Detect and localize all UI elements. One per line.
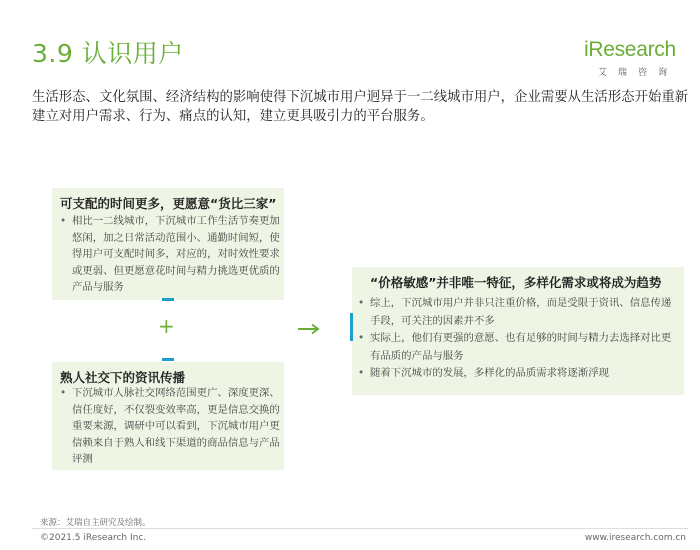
connector-tick-top xyxy=(162,298,174,301)
copyright: ©2021.5 iResearch Inc. xyxy=(40,533,147,543)
iresearch-logo xyxy=(584,38,688,84)
card-title: 熟人社交下的资讯传播 xyxy=(60,370,186,385)
list-item: • 综上，下沉城市用户并非只注重价格，而是受限于资讯、信息传递手段，可关注的因素并不多 xyxy=(356,295,678,330)
bullet-list xyxy=(58,385,280,468)
accent-bar xyxy=(350,313,353,341)
list-item: • 相比一二线城市，下沉城市工作生活节奏更加悠闲，加之日常活动范围小、通勤时间短，使得用户可支配时间多，对应的，对时效性要求或更弱、但更愿意花时间与精力挑选更优质的产品与服务 xyxy=(58,213,280,296)
plus-icon: + xyxy=(158,314,175,338)
intro-paragraph: 生活形态、文化氛围、经济结构的影响使得下沉城市用户迥异于一二线城市用户，企业需要从生活形态开始重新建立对用户需求、行为、痛点的认知，建立更具吸引力的平台服务。 xyxy=(32,90,689,124)
arrow-right-icon xyxy=(298,323,322,335)
connector-tick-bottom xyxy=(162,358,174,361)
card-acquaintance-social xyxy=(52,362,284,470)
list-item: • 下沉城市人脉社交网络范围更广、深度更深、信任度好，不仅裂变效率高，更是信息交换的重要来源，调研中可以看到，下沉城市用户更信赖来自于熟人和线下渠道的商品信息与产品评测 xyxy=(58,385,280,468)
list-item: • 随着下沉城市的发展，多样化的品质需求将逐渐浮现 xyxy=(356,365,678,383)
website-url: www.iresearch.com.cn xyxy=(584,533,686,543)
footer-divider xyxy=(32,528,688,529)
card-title: 可支配的时间更多，更愿意“货比三家” xyxy=(60,196,277,211)
card-price-sensitivity xyxy=(352,267,684,395)
logo-subtitle: 艾瑞咨询 xyxy=(598,68,679,78)
card-title: “价格敏感”并非唯一特征，多样化需求或将成为趋势 xyxy=(370,275,662,290)
bullet-list xyxy=(58,213,280,296)
source-note: 来源：艾瑞自主研究及绘制。 xyxy=(40,518,151,528)
logo-wordmark: iResearch xyxy=(584,38,676,61)
page-title: 3.9 认识用户 xyxy=(32,39,184,68)
list-item: • 实际上，他们有更强的意愿、也有足够的时间与精力去选择对比更有品质的产品与服务 xyxy=(356,330,678,365)
card-more-free-time xyxy=(52,188,284,300)
bullet-list xyxy=(356,295,678,383)
